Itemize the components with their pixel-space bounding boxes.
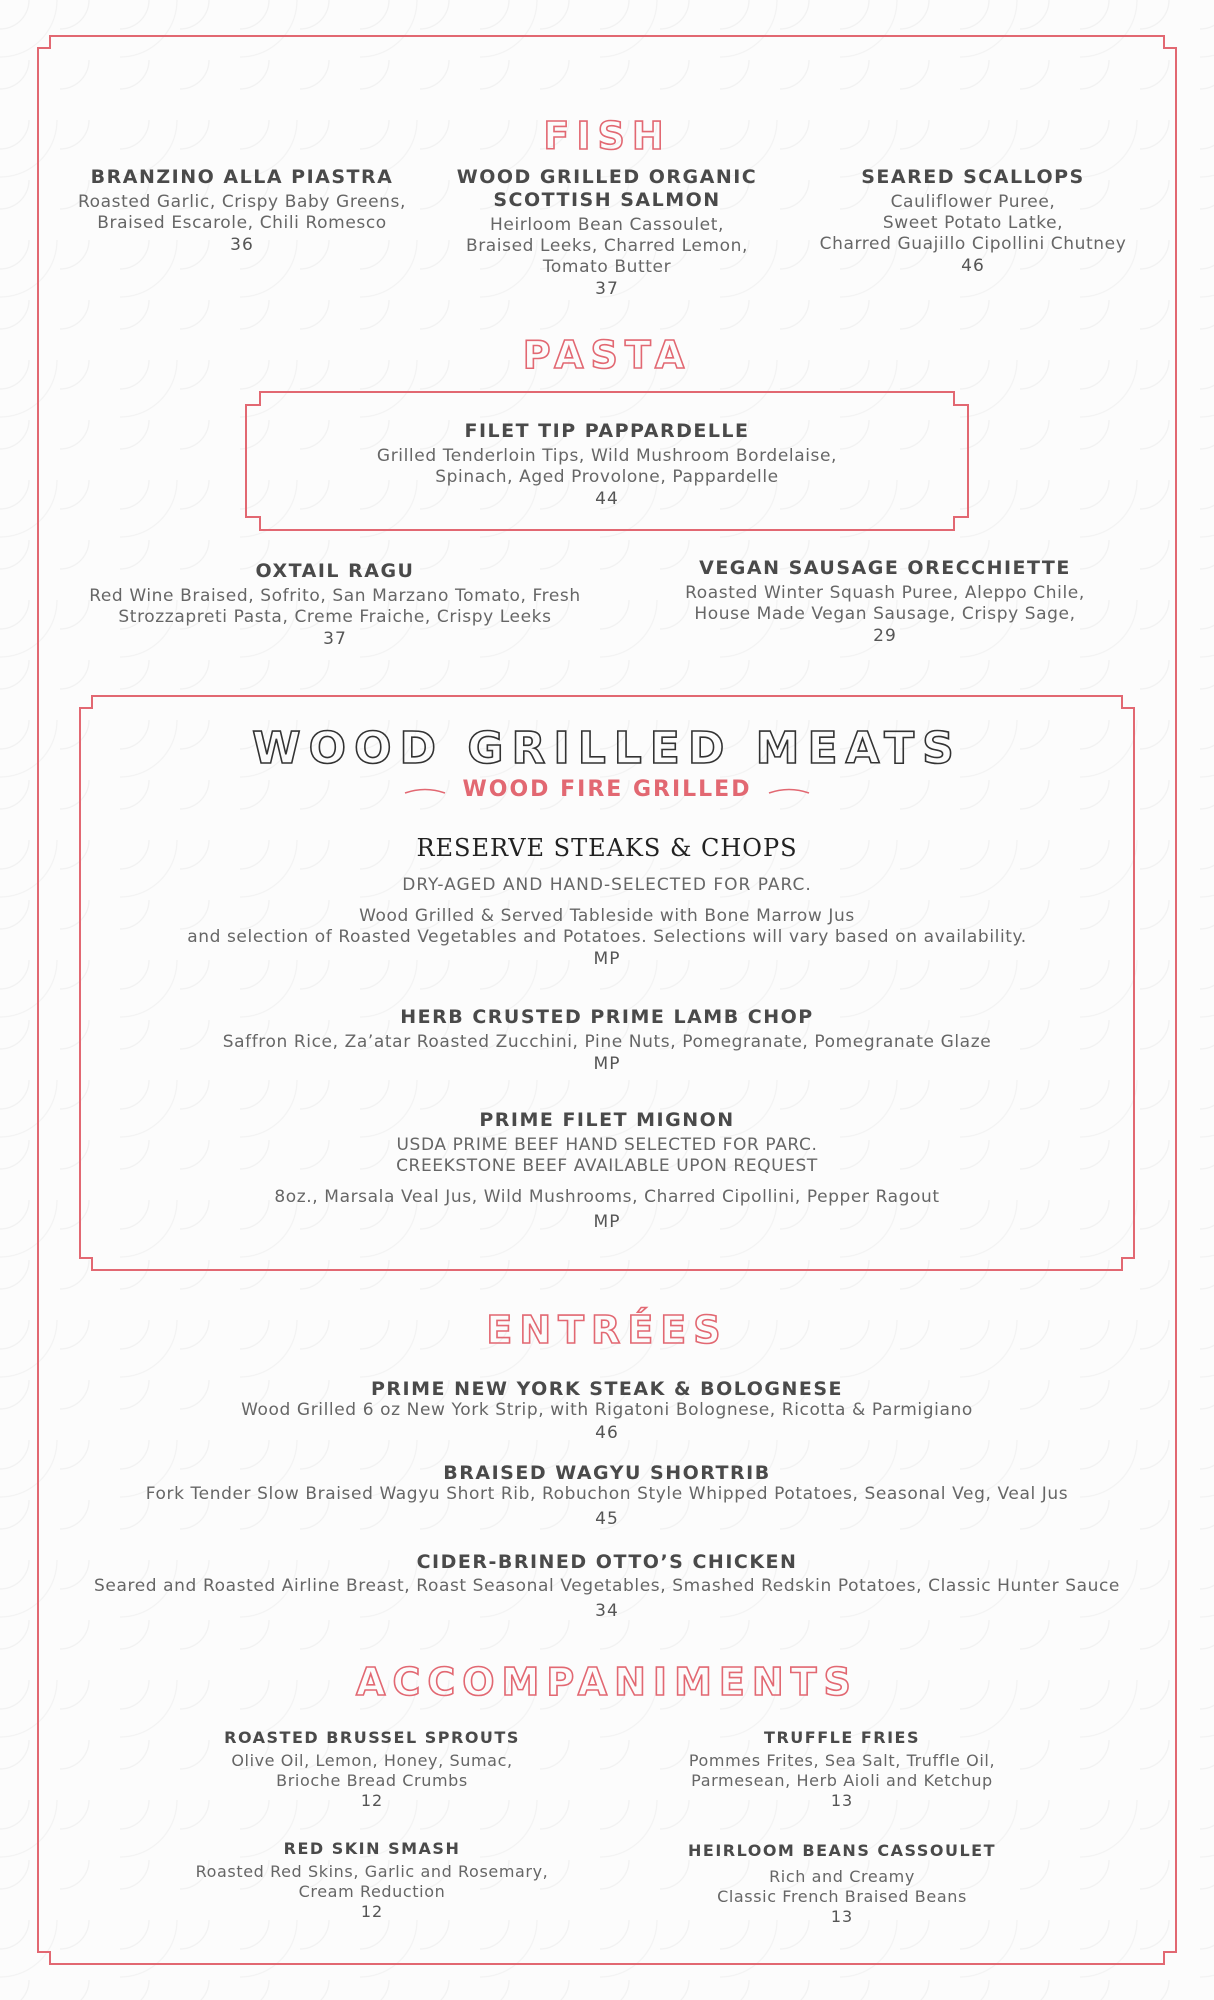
item-price: MP <box>593 949 621 969</box>
meats-section-title: WOOD GRILLED MEATS <box>252 723 962 774</box>
menu-item <box>40 166 444 256</box>
item-name: TRUFFLE FRIES <box>764 1728 920 1747</box>
item-name: WOOD GRILLED ORGANIC <box>456 166 758 188</box>
item-desc: Wood Grilled 6 oz New York Strip, with Rigatoni Bolognese, Ricotta & Parmigiano <box>241 1400 973 1420</box>
item-tagline: USDA PRIME BEEF HAND SELECTED FOR PARC. <box>396 1135 818 1155</box>
item-price: 29 <box>873 626 897 646</box>
menu-item <box>420 166 794 300</box>
item-desc: Braised Leeks, Charred Lemon, <box>465 236 749 256</box>
item-desc: Heirloom Bean Cassoulet, <box>490 215 724 235</box>
item-desc: 8oz., Marsala Veal Jus, Wild Mushrooms, Charred Cipollini, Pepper Ragout <box>274 1187 940 1207</box>
menu-item <box>642 1841 1042 1927</box>
reserve-tagline: DRY-AGED AND HAND-SELECTED FOR PARC. <box>402 875 812 895</box>
item-name: BRAISED WAGYU SHORTRIB <box>443 1462 771 1484</box>
item-desc: Cauliflower Puree, <box>890 192 1056 212</box>
reserve-title: RESERVE STEAKS & CHOPS <box>416 834 798 862</box>
item-name: SCOTTISH SALMON <box>493 189 721 211</box>
item-desc: Brioche Bread Crumbs <box>276 1771 468 1790</box>
menu-item <box>642 1728 1042 1811</box>
item-price: 37 <box>595 279 619 299</box>
item-price: 13 <box>830 1791 854 1810</box>
item-name: VEGAN SAUSAGE ORECCHIETTE <box>699 557 1071 579</box>
item-desc: Braised Escarole, Chili Romesco <box>97 213 387 233</box>
item-price: 36 <box>230 235 254 255</box>
item-desc: Classic French Braised Beans <box>717 1887 967 1906</box>
item-name: PRIME FILET MIGNON <box>479 1109 735 1131</box>
item-price: 46 <box>595 1423 619 1443</box>
item-desc: Wood Grilled & Served Tableside with Bone Marrow Jus <box>359 906 855 926</box>
menu-item <box>40 1378 1174 1444</box>
item-desc: Tomato Butter <box>542 257 672 277</box>
item-price: 45 <box>595 1509 619 1529</box>
accompaniments-section-title: ACCOMPANIMENTS <box>356 1660 858 1704</box>
item-price: 37 <box>323 629 347 649</box>
menu-item <box>172 1839 572 1922</box>
item-price: 13 <box>830 1907 854 1926</box>
item-name: HEIRLOOM BEANS CASSOULET <box>688 1841 996 1860</box>
item-desc: Charred Guajillo Cipollini Chutney <box>819 234 1127 254</box>
item-name: CIDER-BRINED OTTO’S CHICKEN <box>416 1551 798 1573</box>
item-desc: Strozzapreti Pasta, Creme Fraiche, Crispy Leeks <box>118 607 552 627</box>
item-desc: Pommes Frites, Sea Salt, Truffle Oil, <box>688 1751 996 1770</box>
item-desc: House Made Vegan Sausage, Crispy Sage, <box>694 604 1076 624</box>
reserve-steaks-block <box>92 832 1122 970</box>
menu-item <box>50 560 620 650</box>
item-desc: Sweet Potato Latke, <box>882 213 1064 233</box>
item-desc: Roasted Red Skins, Garlic and Rosemary, <box>195 1862 549 1881</box>
item-desc: Red Wine Braised, Sofrito, San Marzano Tomato, Fresh <box>89 586 581 606</box>
item-price: 12 <box>360 1902 384 1921</box>
item-desc: Roasted Garlic, Crispy Baby Greens, <box>78 192 406 212</box>
item-desc: Rich and Creamy <box>769 1867 915 1886</box>
menu-item <box>92 1006 1122 1075</box>
fish-section-title: FISH <box>543 114 671 158</box>
item-name: RED SKIN SMASH <box>283 1839 461 1858</box>
item-desc: Saffron Rice, Za’atar Roasted Zucchini, Pine Nuts, Pomegranate, Pomegranate Glaze <box>222 1032 992 1052</box>
menu-item <box>92 1109 1122 1233</box>
menu-item <box>40 1551 1174 1622</box>
item-price: MP <box>593 1054 621 1074</box>
item-price: 44 <box>595 489 619 509</box>
item-desc: Parmesean, Herb Aioli and Ketchup <box>691 1771 993 1790</box>
item-desc: Olive Oil, Lemon, Honey, Sumac, <box>231 1751 513 1770</box>
menu-item <box>172 1728 572 1811</box>
item-price: 12 <box>360 1791 384 1810</box>
item-name: HERB CRUSTED PRIME LAMB CHOP <box>400 1006 814 1028</box>
menu-item <box>40 1462 1174 1530</box>
meats-subtitle: WOOD FIRE GRILLED <box>462 777 752 802</box>
item-name: PRIME NEW YORK STEAK & BOLOGNESE <box>371 1378 843 1400</box>
entrees-section-title: ENTRÉES <box>486 1308 728 1352</box>
pasta-section-title: PASTA <box>522 333 692 377</box>
item-desc: Grilled Tenderloin Tips, Wild Mushroom Bordelaise, <box>376 446 838 466</box>
item-desc: Seared and Roasted Airline Breast, Roast Seasonal Vegetables, Smashed Redskin Potatoes, Classic Hunter Sauce <box>94 1576 1120 1596</box>
menu-item <box>630 557 1140 647</box>
featured-menu-item <box>260 420 954 510</box>
item-price: 46 <box>961 256 985 276</box>
item-price: MP <box>593 1212 621 1232</box>
item-name: BRANZINO ALLA PIASTRA <box>90 166 394 188</box>
item-name: SEARED SCALLOPS <box>861 166 1085 188</box>
item-name: FILET TIP PAPPARDELLE <box>464 420 750 442</box>
item-desc: and selection of Roasted Vegetables and Potatoes. Selections will vary based on availability. <box>187 927 1027 947</box>
item-name: OXTAIL RAGU <box>255 560 415 582</box>
item-desc: Spinach, Aged Provolone, Pappardelle <box>435 467 779 487</box>
item-desc: Roasted Winter Squash Puree, Aleppo Chile, <box>685 583 1085 603</box>
menu-item <box>790 166 1156 277</box>
item-desc: Fork Tender Slow Braised Wagyu Short Rib, Robuchon Style Whipped Potatoes, Seasonal Veg, Veal Jus <box>145 1484 1069 1504</box>
item-desc: Cream Reduction <box>298 1882 446 1901</box>
item-tagline: CREEKSTONE BEEF AVAILABLE UPON REQUEST <box>396 1156 818 1176</box>
item-name: ROASTED BRUSSEL SPROUTS <box>224 1728 520 1747</box>
item-price: 34 <box>595 1601 619 1621</box>
